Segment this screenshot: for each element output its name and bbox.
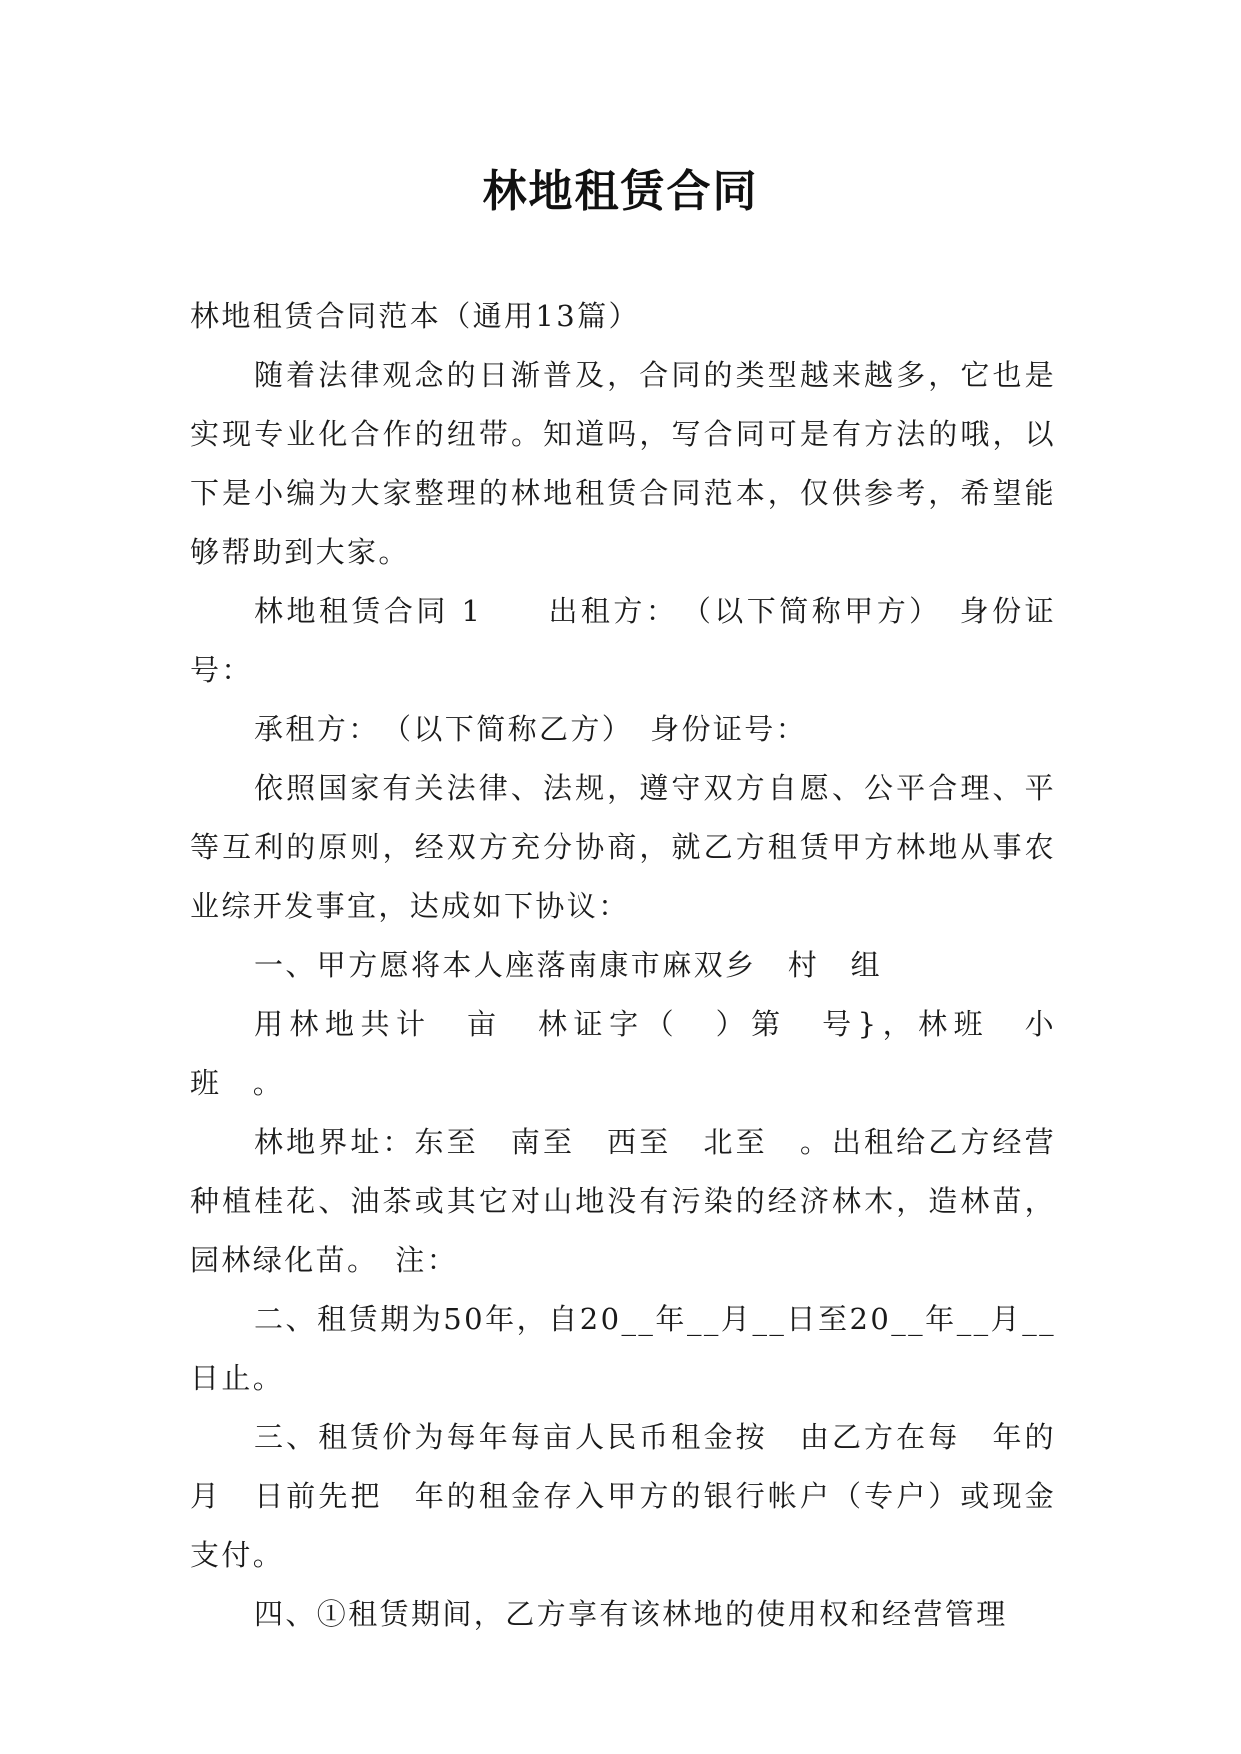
clause-3-paragraph: 三、租赁价为每年每亩人民币租金按 由乙方在每 年的月 日前先把 年的租金存入甲方的银行帐户（专户）或现金支付。 — [190, 1420, 1056, 1572]
clause-4-paragraph: 四、①租赁期间，乙方享有该林地的使用权和经营管理 — [254, 1597, 1008, 1631]
intro-paragraph: 随着法律观念的日渐普及，合同的类型越来越多，它也是实现专业化合作的纽带。知道吗，写合同可是有方法的哦，以下是小编为大家整理的林地租赁合同范本，仅供参考，希望能够帮助到大家。 — [190, 358, 1056, 569]
subtitle-line: 林地租赁合同范本（通用13篇） — [190, 299, 640, 333]
document-body — [190, 287, 1056, 1644]
boundary-paragraph: 林地界址：东至 南至 西至 北至 。出租给乙方经营种植桂花、油茶或其它对山地没有污染的经济林木，造林苗，园林绿化苗。 注： — [190, 1125, 1056, 1277]
preamble-paragraph: 依照国家有关法律、法规，遵守双方自愿、公平合理、平等互利的原则，经双方充分协商，就乙方租赁甲方林地从事农业综开发事宜，达成如下协议： — [190, 771, 1056, 923]
lessor-line: 林地租赁合同 1 出租方： （以下简称甲方） 身份证号： — [190, 594, 1056, 687]
clause-1-paragraph: 一、甲方愿将本人座落南康市麻双乡 村 组 — [254, 948, 883, 982]
document-title: 林地租赁合同 — [482, 166, 759, 217]
forest-area-line: 用林地共计 亩 林证字（ ）第 号}，林班 小班 。 — [190, 1007, 1056, 1100]
clause-2-paragraph: 二、租赁期为50年，自20__年__月__日至20__年__月__日止。 — [190, 1302, 1056, 1395]
lessee-line: 承租方： （以下简称乙方） 身份证号： — [254, 712, 808, 746]
